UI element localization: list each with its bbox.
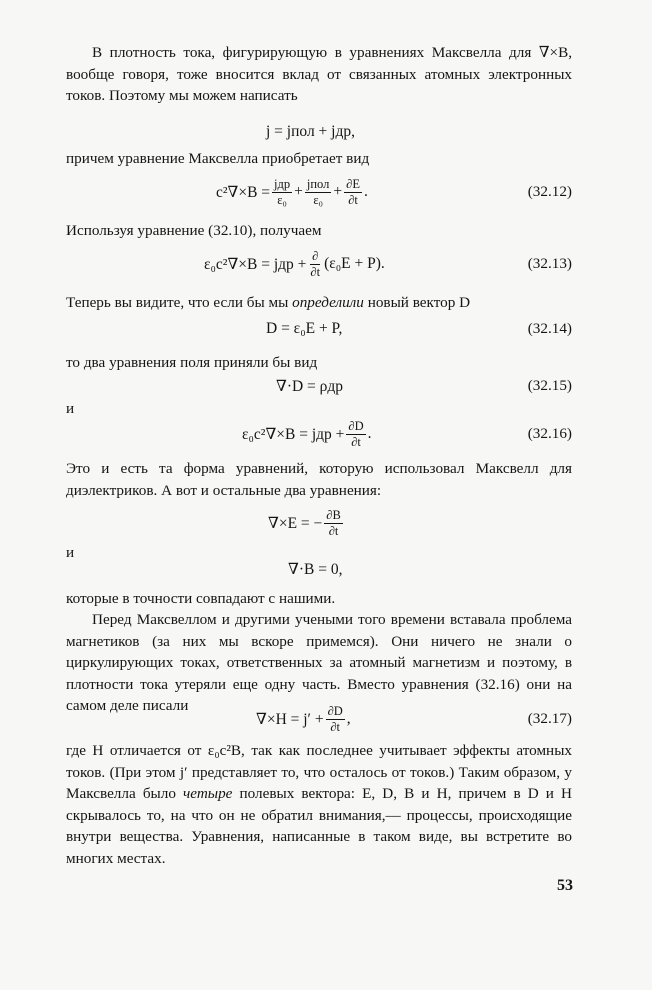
equation-number: (32.15): [527, 377, 572, 394]
equation-32-15: ∇·D = ρдр (32.15): [66, 366, 572, 406]
paragraph-9: где H отличается от ε₀c²B, так как последнее учитывает эффекты атомных токов. (При этом j′ представляет то, что осталось от токов.) Таким образом, у Максвелла было четыре полевых вектора: E, D, B и H, причем в D и H скрывалось то, на что он не обратил внимания,— процессы, происходящие внутри вещества. Уравнения, написанные в таком виде, вы встретите во многих местах.: [66, 742, 572, 867]
fraction: $\frac{\text{jдр}}{\text{ε₀}}$: [274, 176, 291, 207]
equation-32-14: D = ε₀E + P, (32.14): [66, 309, 572, 349]
fraction: $\frac{\text{jпол}}{\text{ε₀}}$: [306, 176, 330, 207]
text-line-5: то два уравнения поля приняли бы вид: [66, 354, 318, 371]
equation-32-13: ε₀c²∇×B = jдр + $\frac{\partial}{\partial t}$ (ε₀E + P). (32.13): [66, 244, 572, 284]
equation-32-12: c²∇×B = $\frac{\text{jдр}}{\text{ε₀}}$ + $\frac{\text{jпол}}{\text{ε₀}}$ + $\frac{\partial E}{\partial t}$ . (32.12): [66, 172, 572, 212]
text-line-7: которые в точности совпадают с нашими.: [66, 590, 336, 607]
text-line-4: Теперь вы видите, что если бы мы определили новый вектор D: [66, 294, 471, 311]
fraction: $\frac{\partial E}{\partial t}$: [346, 176, 360, 207]
equation-number: (32.16): [527, 425, 572, 442]
fraction: $\frac{\partial D}{\partial t}$: [327, 703, 343, 734]
equation-32-17: ∇×H = j′ + $\frac{\partial D}{\partial t}$ , (32.17): [66, 699, 572, 739]
paragraph-1: В плотность тока, фигурирующую в уравнениях Максвелла для ∇×B, вообще говоря, тоже вносится вклад от связанных атомных электронных токов. Поэтому мы можем написать: [66, 44, 572, 105]
page-number: 53: [557, 877, 573, 894]
paragraph-6: Это и есть та форма уравнений, которую использовал Максвелл для диэлектриков. А вот и остальные два уравнения:: [66, 460, 572, 499]
eq-lhs: c²∇×B =: [216, 183, 271, 201]
equation-number: (32.17): [527, 710, 572, 727]
equation-number: (32.12): [527, 183, 572, 200]
equation-current-density: [66, 112, 572, 152]
equation-number: (32.13): [527, 255, 572, 272]
text-line-3: Используя уравнение (32.10), получаем: [66, 222, 322, 239]
equation-number: (32.14): [527, 320, 572, 337]
fraction: $\frac{\partial D}{\partial t}$: [348, 418, 364, 449]
equation-body: j = jпол + jдр,: [266, 123, 355, 140]
equation-32-16: ε₀c²∇×B = jдр + $\frac{\partial D}{\partial t}$ . (32.16): [66, 414, 572, 454]
text-line-2: причем уравнение Максвелла приобретает вид: [66, 150, 370, 167]
equation-curl-e: ∇×E = − $\frac{\partial B}{\partial t}$: [268, 507, 341, 538]
conjunction-1: и: [66, 400, 75, 417]
paragraph-8: Перед Максвеллом и другими учеными того времени вставала проблема магнетиков (за них мы вскоре примемся). Они ничего не знали о циркулирующих токах, ответственных за атомный магнетизм и поэтому, в плотности тока утеряли еще одну часть. Вместо уравнения (32.16) они на самом деле писали: [66, 611, 572, 715]
conjunction-2: и: [66, 544, 75, 561]
fraction: $\frac{\partial B}{\partial t}$: [326, 507, 341, 538]
equation-div-b: ∇·B = 0,: [288, 560, 343, 578]
fraction: $\frac{\partial}{\partial t}$: [310, 248, 321, 279]
